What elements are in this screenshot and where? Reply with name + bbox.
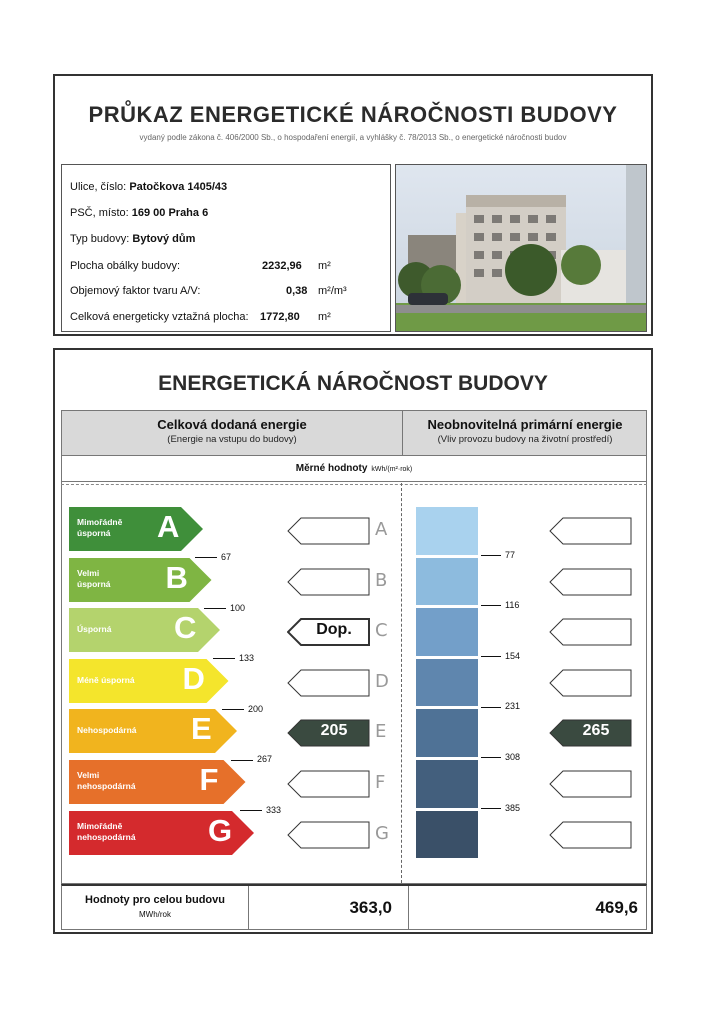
class-letter: D (182, 660, 205, 696)
primary-energy-band-d (416, 659, 478, 707)
class-ghost-letter: C (375, 620, 388, 642)
threshold-arrow (481, 707, 501, 708)
envelope-value: 2232,96 (262, 260, 302, 272)
unit-label: Měrné hodnoty (295, 463, 368, 474)
envelope-label: Plocha obálky budovy: (70, 260, 181, 272)
column-headers (61, 410, 647, 456)
building-info-panel (53, 74, 653, 336)
totals-row (61, 884, 647, 930)
threshold-value: 308 (505, 752, 521, 762)
dashed-divider (401, 483, 402, 883)
factor-label: Objemový faktor tvaru A/V: (70, 285, 201, 297)
primary-energy-indicator-d (549, 669, 633, 702)
class-bar-f (69, 760, 246, 804)
class-label-line: nehospodárná (77, 831, 136, 842)
delivered-energy-indicator-a (287, 517, 371, 550)
totals-label: Hodnoty pro celou budovu (85, 894, 225, 906)
class-letter: G (208, 812, 233, 848)
class-label (77, 675, 157, 686)
building-photo (395, 164, 647, 332)
class-ghost-letter: A (375, 519, 388, 540)
delivered-energy-indicator-g (287, 821, 371, 854)
primary-threshold (481, 701, 520, 711)
area-value: 1772,80 (260, 311, 300, 323)
indicator-value: Dop. (316, 621, 352, 639)
street-value: Patočkova 1405/43 (129, 181, 228, 193)
building-details (61, 164, 391, 332)
energy-title: ENERGETICKÁ NÁROČNOST BUDOVY (158, 372, 548, 395)
primary-energy-band-c (416, 608, 478, 656)
threshold-arrow (481, 605, 501, 606)
primary-energy-band-a (416, 507, 478, 555)
primary-threshold (481, 752, 520, 762)
class-bar-c (69, 608, 220, 652)
primary-energy-band-g (416, 811, 478, 859)
factor-value: 0,38 (286, 285, 308, 297)
right-column-header (403, 417, 647, 445)
class-ghost-letter: B (375, 569, 388, 591)
left-header-title: Celková dodaná energie (157, 417, 307, 432)
class-label-line: Méně úsporná (77, 674, 135, 685)
total-primary-energy: 469,6 (595, 898, 638, 917)
delivered-energy-indicator-e (287, 719, 371, 752)
threshold-value: 154 (505, 650, 521, 661)
psc-value: 169 00 Praha 6 (131, 207, 209, 219)
left-column-header (62, 417, 402, 445)
threshold-value: 200 (248, 703, 264, 714)
type-row (70, 233, 195, 245)
class-label (77, 770, 157, 792)
area-label: Celková energeticky vztažná plocha: (70, 311, 249, 323)
class-label (77, 568, 157, 590)
threshold-value: 385 (505, 802, 521, 813)
threshold-value: 133 (239, 653, 255, 664)
unit-row (61, 456, 647, 482)
primary-energy-band-b (416, 558, 478, 606)
class-label-line: Úsporná (77, 624, 112, 635)
class-bar-e (69, 709, 237, 753)
primary-threshold (481, 803, 520, 813)
threshold-arrow (481, 555, 501, 556)
class-label (77, 517, 157, 539)
threshold-value: 77 (505, 549, 516, 560)
threshold-value: 100 (230, 602, 246, 613)
delivered-energy-indicator-c (287, 618, 371, 651)
class-letter: F (199, 762, 219, 797)
primary-energy-indicator-e (549, 719, 633, 752)
totals-divider (248, 886, 249, 930)
type-label: Typ budovy: (70, 233, 130, 245)
class-label (77, 624, 157, 635)
primary-energy-indicator-f (549, 770, 633, 803)
building-photo-image (396, 165, 647, 332)
threshold-value: 267 (257, 754, 273, 765)
left-header-subtitle: (Energie na vstupu do budovy) (167, 434, 297, 445)
factor-unit: m²/m³ (318, 285, 347, 297)
envelope-unit: m² (318, 260, 331, 272)
threshold-value: 67 (221, 552, 232, 562)
class-ghost-letter: F (375, 772, 386, 793)
delivered-energy-indicator-f (287, 770, 371, 803)
psc-label: PSČ, místo: (70, 207, 129, 219)
primary-threshold (481, 651, 520, 661)
class-label-line: Velmi (77, 770, 100, 780)
class-label-line: úsporná (77, 578, 111, 589)
threshold-value: 116 (505, 600, 520, 611)
primary-energy-indicator-g (549, 821, 633, 854)
primary-energy-indicator-a (549, 517, 633, 550)
delivered-energy-indicator-d (287, 669, 371, 702)
class-ghost-letter: G (375, 822, 389, 844)
class-label-line: nehospodárná (77, 781, 136, 791)
totals-unit: MWh/rok (139, 910, 171, 919)
threshold-value: 231 (505, 701, 521, 712)
unit-text: kWh/(m²·rok) (371, 466, 413, 473)
totals-divider (408, 886, 409, 930)
dashed-top-line (61, 484, 647, 485)
class-label-line: úsporná (77, 528, 111, 538)
right-header-title: Neobnovitelná primární energie (427, 417, 623, 432)
primary-energy-band-e (416, 709, 478, 757)
energy-performance-panel (53, 348, 653, 934)
primary-energy-band-f (416, 760, 478, 808)
certificate-subtitle: vydaný podle zákona č. 406/2000 Sb., o hospodaření energií, a vyhlášky č. 78/2013 Sb., o energetické náročnosti budov (139, 133, 567, 142)
primary-energy-indicator-c (549, 618, 633, 651)
class-letter: E (191, 711, 212, 747)
psc-row (70, 207, 208, 219)
threshold-value: 333 (266, 805, 282, 815)
class-label-line: Mimořádně (77, 820, 123, 831)
class-label-line: Velmi (77, 567, 100, 578)
primary-threshold (481, 600, 519, 610)
street-row (70, 181, 227, 193)
threshold-arrow (481, 656, 501, 657)
certificate-title: PRŮKAZ ENERGETICKÉ NÁROČNOSTI BUDOVY (88, 102, 618, 127)
class-bar-g (69, 811, 254, 855)
primary-threshold (481, 550, 515, 560)
type-value: Bytový dům (132, 233, 196, 245)
class-label (77, 821, 157, 843)
class-ghost-letter: E (375, 721, 387, 743)
street-label: Ulice, číslo: (70, 181, 127, 193)
area-unit: m² (318, 311, 331, 323)
class-label-line: Nehospodárná (77, 725, 137, 736)
class-bar-d (69, 659, 229, 703)
class-bar-a (69, 507, 203, 551)
right-header-subtitle: (Vliv provozu budovy na životní prostředí) (437, 434, 613, 445)
class-label (77, 725, 157, 736)
delivered-energy-indicator-b (287, 568, 371, 601)
indicator-value: 265 (582, 722, 610, 740)
total-delivered-energy: 363,0 (349, 898, 392, 917)
threshold-arrow (481, 808, 501, 809)
class-letter: C (174, 610, 197, 646)
indicator-value: 205 (320, 722, 348, 740)
class-ghost-letter: D (375, 670, 389, 692)
threshold-arrow (481, 757, 501, 758)
primary-energy-indicator-b (549, 568, 633, 601)
class-letter: A (157, 509, 180, 544)
class-label-line: Mimořádně (77, 517, 123, 527)
class-bar-b (69, 558, 212, 602)
class-letter: B (165, 559, 188, 595)
